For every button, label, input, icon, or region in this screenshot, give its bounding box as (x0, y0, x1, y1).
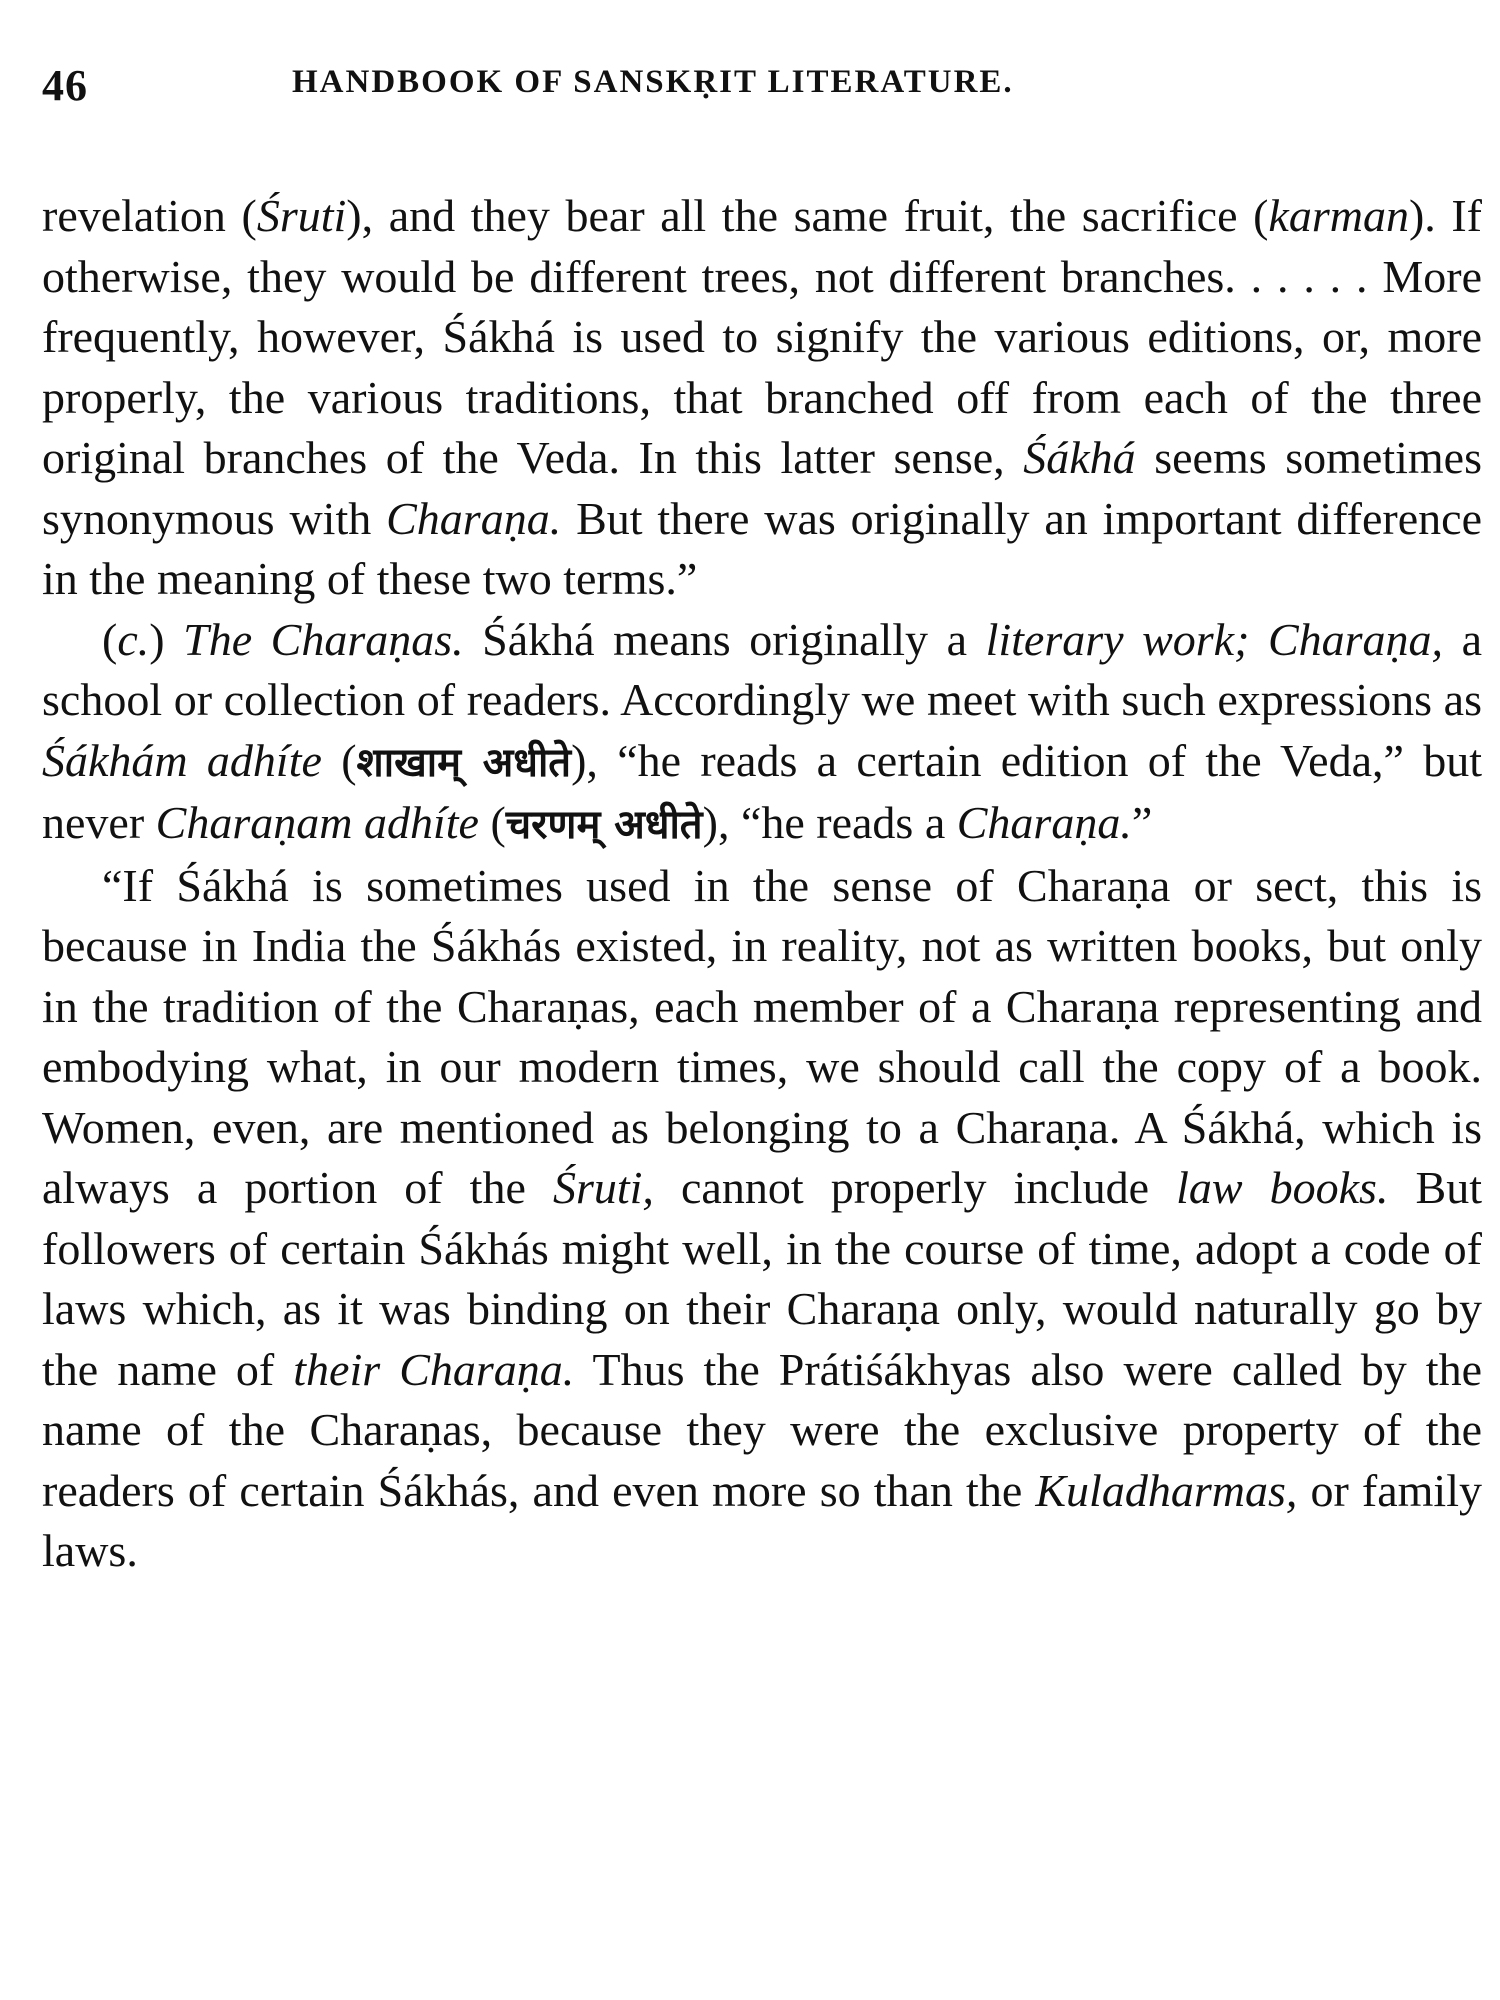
text-span: ” (1131, 797, 1153, 848)
italic-term: Kuladharmas, (1035, 1464, 1298, 1516)
italic-term: Charaṇa. (386, 492, 562, 544)
text-span: But there was originally an important difference in the meaning of these two terms.” (42, 492, 1482, 604)
paragraph-2 (42, 610, 1482, 856)
text-span: “If Śákhá is sometimes used in the sense of Charaṇa or sect, this is because in India the Śákhás existed, in reality, not as written books, but only in the tradition of the Charaṇas, each member of a Charaṇa representing and embodying what, in our modern times, we should call the copy of a book. Women, even, are mentioned as belonging to a Charaṇa. A Śákhá, which is always a portion of the (42, 859, 1482, 1213)
devanagari-text: चरणम् अधीते (505, 802, 703, 848)
paragraph-1 (42, 186, 1482, 610)
page-number: 46 (42, 61, 88, 110)
italic-term: Śruti, (552, 1162, 654, 1213)
text-span: a school or collection of readers. Accordingly we meet with such expressions as (42, 613, 1482, 725)
italic-term: karman (1268, 190, 1409, 241)
text-span: Thus the Prátiśákhyas also were called by the name of the Charaṇas, because they were the exclusive property of the readers of certain Śákhás, and even more so than the (42, 1343, 1482, 1516)
italic-term: their Charaṇa. (293, 1343, 575, 1395)
text-span: Śákhá means originally a (463, 613, 986, 665)
text-span: or family laws. (42, 1464, 1482, 1576)
paragraph-3 (42, 856, 1482, 1582)
italic-term: Śákhá (1023, 432, 1136, 483)
text-span: ( (478, 797, 506, 848)
italic-term: Charaṇam adhíte (155, 797, 479, 848)
section-heading: The Charaṇas. (183, 613, 464, 665)
italic-term: law books. (1176, 1162, 1389, 1213)
text-span: cannot properly include (653, 1162, 1177, 1213)
text-span: revelation ( (42, 190, 257, 241)
italic-term: literary work; Charaṇa, (985, 613, 1444, 665)
italic-term: Śákhám adhíte (42, 734, 322, 786)
body-text (42, 186, 1482, 1582)
text-span: ), and they bear all the same fruit, the sacrifice ( (346, 190, 1269, 241)
running-title: HANDBOOK OF SANSKṚIT LITERATURE. (292, 64, 1014, 100)
devanagari-text: शाखाम् अधीते (356, 739, 572, 786)
italic-term: c. (117, 613, 150, 665)
text-span: ) (149, 613, 184, 665)
italic-term: Charaṇa. (956, 797, 1132, 848)
page-header (42, 40, 1482, 120)
text-span: ), “he reads a certain edition of the Veda,” but never (42, 734, 1482, 848)
text-span: ), “he reads a (702, 797, 957, 848)
text-span: ( (321, 734, 357, 786)
book-page (42, 40, 1482, 1582)
text-span: But followers of certain Śákhás might well, in the course of time, adopt a code of laws which, as it was binding on their Charaṇa only, would naturally go by the name of (42, 1162, 1483, 1395)
text-span: ). If otherwise, they would be different trees, not different branches. . . . . . More frequently, however, Śákhá is used to signify the various editions, or, more properly, the various traditions, that branched off from each of the three original branches of the Veda. In this latter sense, (42, 190, 1482, 483)
italic-term: Śruti (256, 190, 347, 241)
text-span: ( (102, 613, 118, 665)
text-span: seems sometimes synonymous with (42, 432, 1482, 544)
